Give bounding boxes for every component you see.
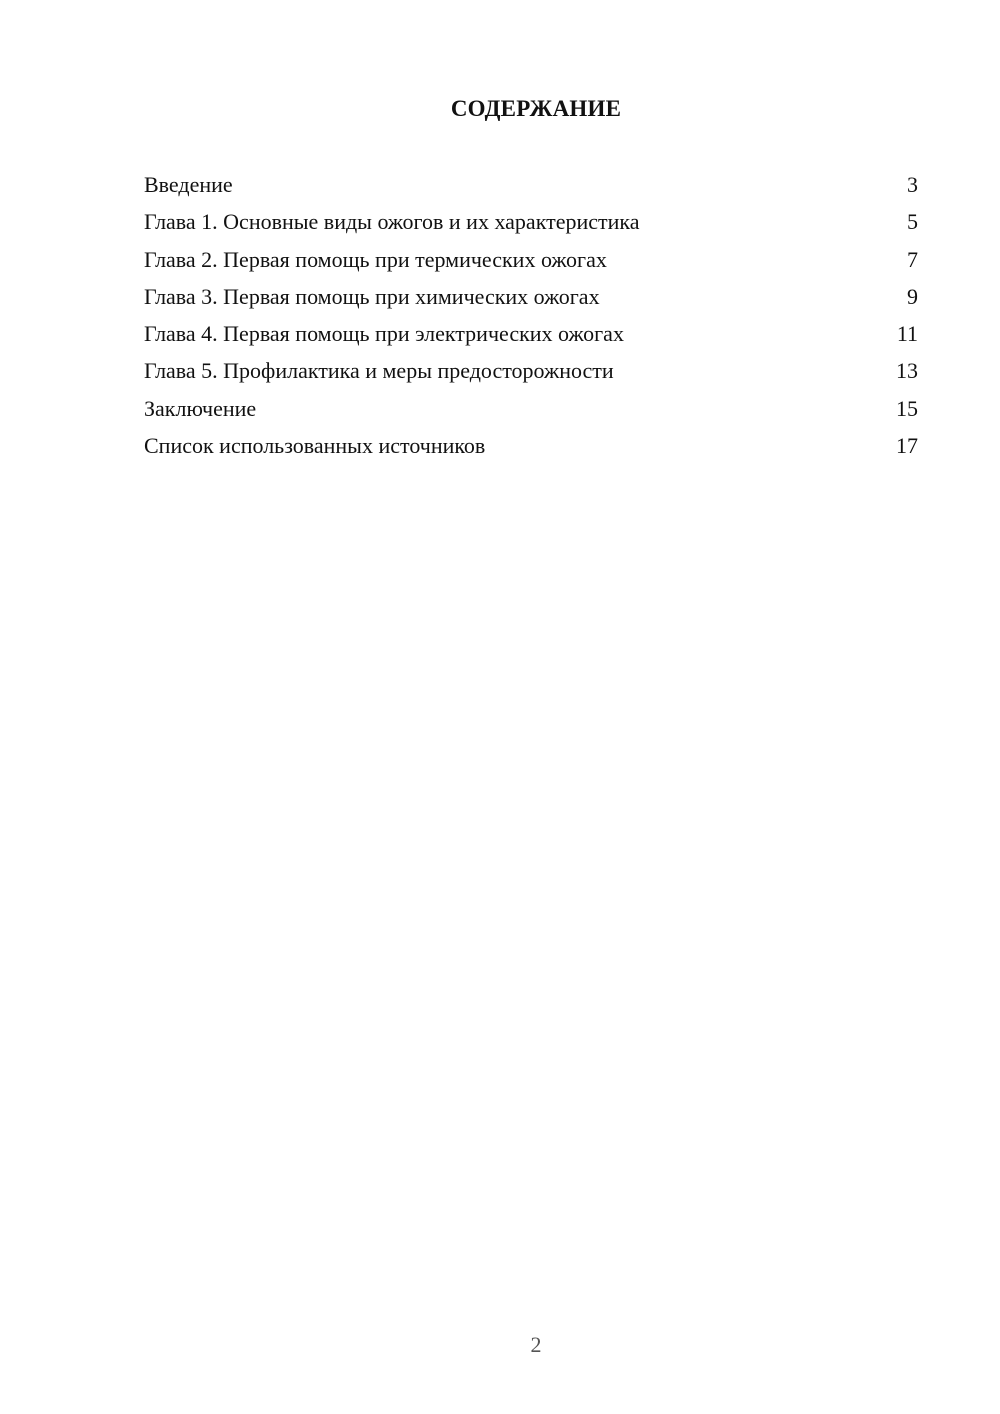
toc-entry-chapter-3 — [144, 278, 918, 315]
toc-entry-chapter-5 — [144, 352, 918, 389]
toc-entry-conclusion — [144, 390, 918, 427]
toc-entry-page: 5 — [907, 209, 918, 235]
page-number: 2 — [530, 1332, 542, 1357]
toc-entry-title: Список использованных источников — [144, 433, 486, 459]
toc-entry-chapter-4 — [144, 315, 918, 352]
toc-entry-title: Глава 2. Первая помощь при термических ожогах — [144, 246, 607, 272]
toc-entry-chapter-1 — [144, 203, 918, 240]
page-title: СОДЕРЖАНИЕ — [450, 96, 622, 121]
toc-entry-title: Введение — [144, 172, 233, 197]
toc-entry-page: 15 — [896, 395, 918, 421]
toc-entry-title: Глава 3. Первая помощь при химических ожогах — [144, 283, 600, 309]
toc-entry-title: Глава 5. Профилактика и меры предосторожности — [144, 358, 614, 384]
toc-entry-page: 11 — [896, 321, 918, 347]
toc-entry-page: 17 — [896, 433, 918, 459]
toc-entry-title: Глава 1. Основные виды ожогов и их характеристика — [144, 209, 640, 235]
toc-entry-page: 3 — [907, 172, 918, 197]
toc-entry-chapter-2 — [144, 241, 918, 278]
toc-entry-page: 13 — [896, 358, 918, 384]
toc-entry-introduction — [144, 166, 918, 203]
toc-entry-title: Заключение — [144, 395, 257, 421]
toc-entry-references — [144, 427, 918, 464]
toc-entry-page: 7 — [907, 246, 918, 272]
toc-entry-title: Глава 4. Первая помощь при электрических ожогах — [144, 321, 624, 347]
table-of-contents — [144, 166, 918, 464]
toc-entry-page: 9 — [907, 283, 918, 309]
